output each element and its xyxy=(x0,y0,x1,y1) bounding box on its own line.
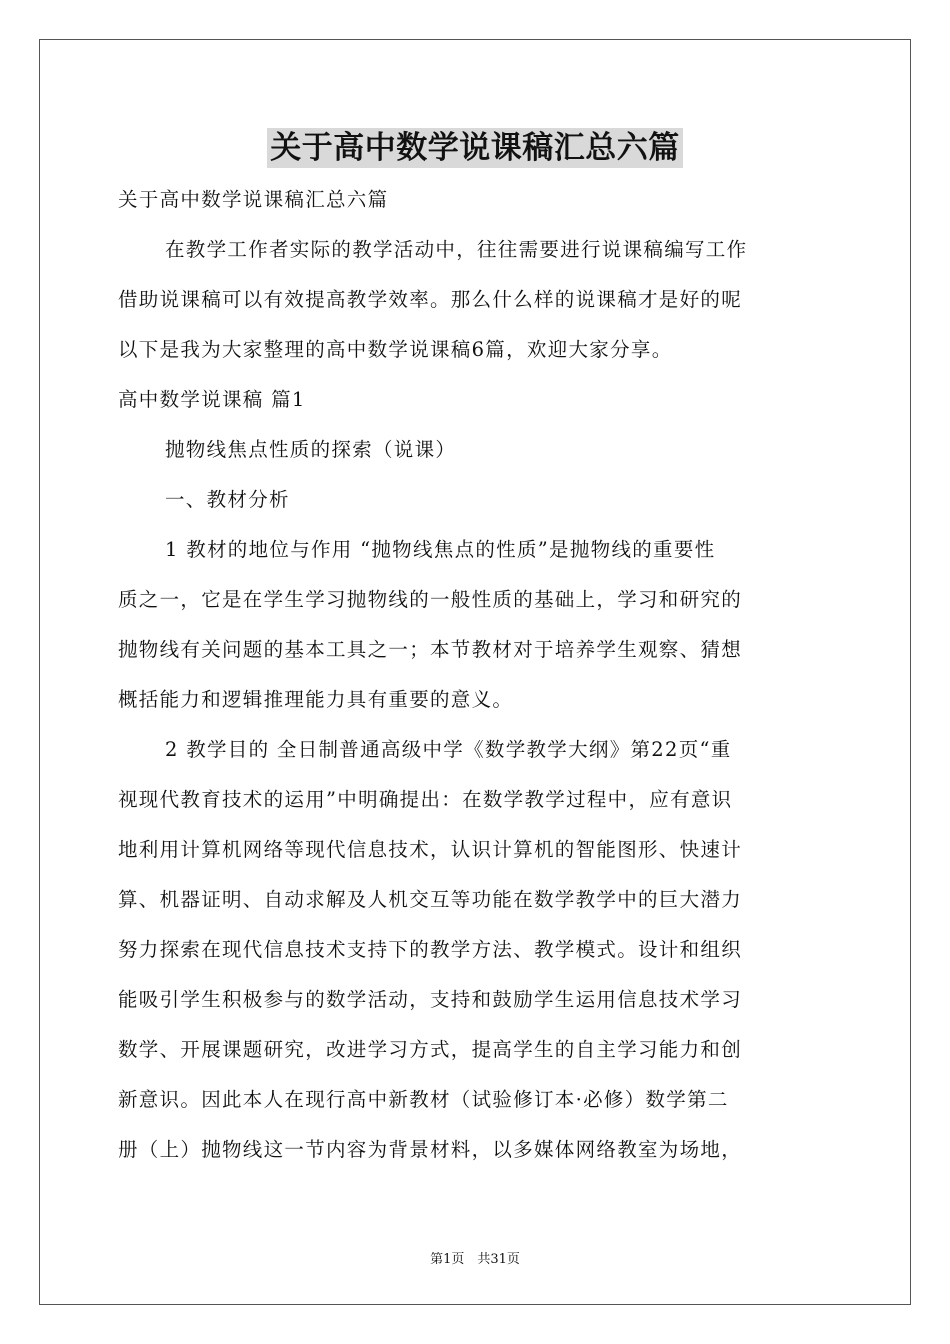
paragraph-line: 册（上）抛物线这一节内容为背景材料，以多媒体网络教室为场地， xyxy=(118,1138,743,1161)
page-border xyxy=(39,39,911,1305)
paragraph-line: 地利用计算机网络等现代信息技术，认识计算机的智能图形、快速计 xyxy=(118,838,743,861)
paragraph-line: 视现代教育技术的运用”中明确提出：在数学教学过程中，应有意识 xyxy=(118,788,733,811)
page-footer: 第1页 共31页 xyxy=(430,1252,520,1267)
paragraph-line: 新意识。因此本人在现行高中新教材（试验修订本·必修）数学第二 xyxy=(118,1088,729,1111)
paragraph-line: 1 教材的地位与作用 “抛物线焦点的性质”是抛物线的重要性 xyxy=(165,538,716,561)
paragraph-line: 以下是我为大家整理的高中数学说课稿6篇，欢迎大家分享。 xyxy=(118,338,673,361)
section-heading: 高中数学说课稿 篇1 xyxy=(118,388,306,411)
paragraph-line: 能吸引学生积极参与的数学活动，支持和鼓励学生运用信息技术学习 xyxy=(118,988,743,1011)
paragraph-line: 数学、开展课题研究，改进学习方式，提高学生的自主学习能力和创 xyxy=(118,1038,743,1061)
paragraph-line: 一、教材分析 xyxy=(165,488,290,511)
paragraph-line: 努力探索在现代信息技术支持下的教学方法、教学模式。设计和组织 xyxy=(118,938,743,961)
paragraph-line: 质之一，它是在学生学习抛物线的一般性质的基础上，学习和研究的 xyxy=(118,588,743,611)
document-title: 关于高中数学说课稿汇总六篇 xyxy=(0,122,950,167)
paragraph-line: 在教学工作者实际的教学活动中，往往需要进行说课稿编写工作 xyxy=(165,238,748,261)
paragraph-line: 抛物线有关问题的基本工具之一；本节教材对于培养学生观察、猜想 xyxy=(118,638,743,661)
paragraph-line: 概括能力和逻辑推理能力具有重要的意义。 xyxy=(118,688,514,711)
paragraph-line: 借助说课稿可以有效提高教学效率。那么什么样的说课稿才是好的呢 xyxy=(118,288,743,311)
paragraph-line: 2 教学目的 全日制普通高级中学《数学教学大纲》第22页“重 xyxy=(165,738,732,761)
subtitle-line: 关于高中数学说课稿汇总六篇 xyxy=(118,188,389,211)
paragraph-line: 抛物线焦点性质的探索（说课） xyxy=(165,438,457,461)
paragraph-line: 算、机器证明、自动求解及人机交互等功能在数学教学中的巨大潜力 xyxy=(118,888,743,911)
